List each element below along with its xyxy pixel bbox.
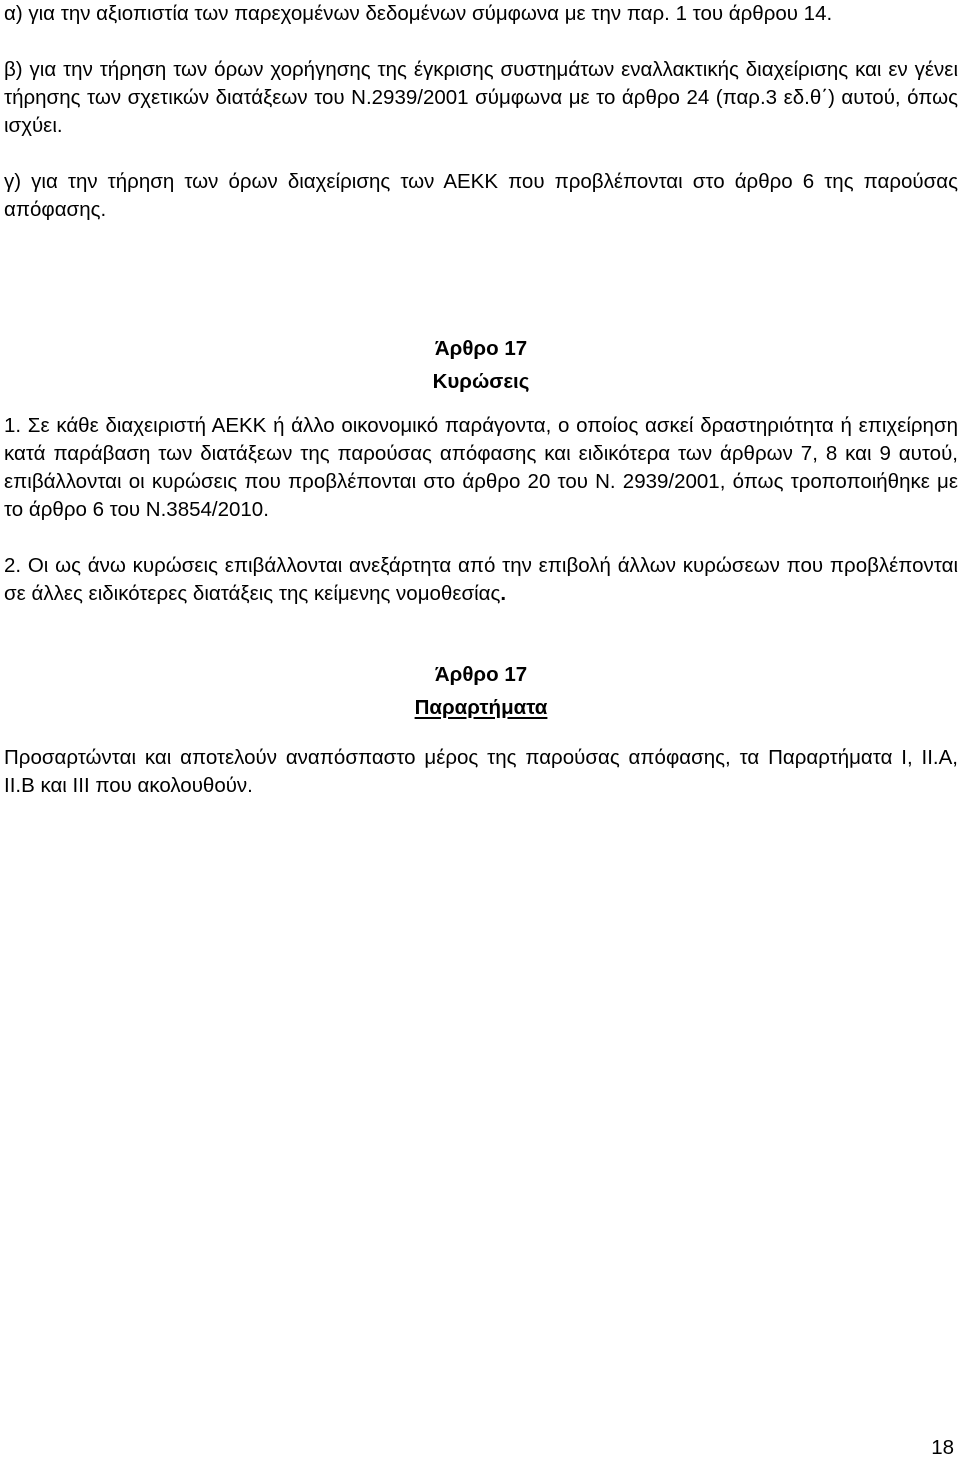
paragraph-sanctions-2-text: 2. Οι ως άνω κυρώσεις επιβάλλονται ανεξάρτητα από την επιβολή άλλων κυρώσεων που προβλέπονται σε άλλες ειδικότερες διατάξεις της κείμενης νομοθεσίας [4, 554, 958, 605]
paragraph-sanctions-1: 1. Σε κάθε διαχειριστή ΑΕΚΚ ή άλλο οικονομικό παράγοντα, ο οποίος ασκεί δραστηριότητα ή επιχείρηση κατά παράβαση των διατάξεων της παρούσας απόφασης και ειδικότερα των άρθρων 7, 8 και 9 αυτού, επιβάλλονται οι κυρώσεις που προβλέπονται στο άρθρο 20 του Ν. 2939/2001, όπως τροποποιήθηκε με το άρθρο 6 του Ν.3854/2010. [4, 414, 958, 521]
article-title: Παραρτήματα [414, 696, 548, 719]
paragraph-alpha: α) για την αξιοπιστία των παρεχομένων δεδομένων σύμφωνα με την παρ. 1 του άρθρου 14. [4, 2, 833, 25]
article-heading-annexes [4, 658, 958, 724]
article-number: Άρθρο 17 [434, 337, 528, 360]
paragraph-sanctions-2 [4, 552, 958, 608]
article-number: Άρθρο 17 [434, 663, 528, 686]
paragraph-gamma: γ) για την τήρηση των όρων διαχείρισης των ΑΕΚΚ που προβλέπονται στο άρθρο 6 της παρούσας απόφασης. [4, 170, 958, 221]
paragraph-sanctions-2-end: . [500, 582, 507, 605]
document-page [4, 0, 958, 800]
paragraph-beta: β) για την τήρηση των όρων χορήγησης της έγκρισης συστημάτων εναλλακτικής διαχείρισης και εν γένει τήρησης των σχετικών διατάξεων του Ν.2939/2001 σύμφωνα με το άρθρο 24 (παρ.3 εδ.θ΄) αυτού, όπως ισχύει. [4, 58, 958, 137]
article-heading-sanctions [4, 332, 958, 398]
article-title: Κυρώσεις [432, 370, 530, 393]
paragraph-annexes: Προσαρτώνται και αποτελούν αναπόσπαστο μέρος της παρούσας απόφασης, τα Παραρτήματα Ι, ΙΙ.Α, ΙΙ.Β και ΙΙΙ που ακολουθούν. [4, 746, 958, 797]
page-number: 18 [931, 1436, 954, 1459]
